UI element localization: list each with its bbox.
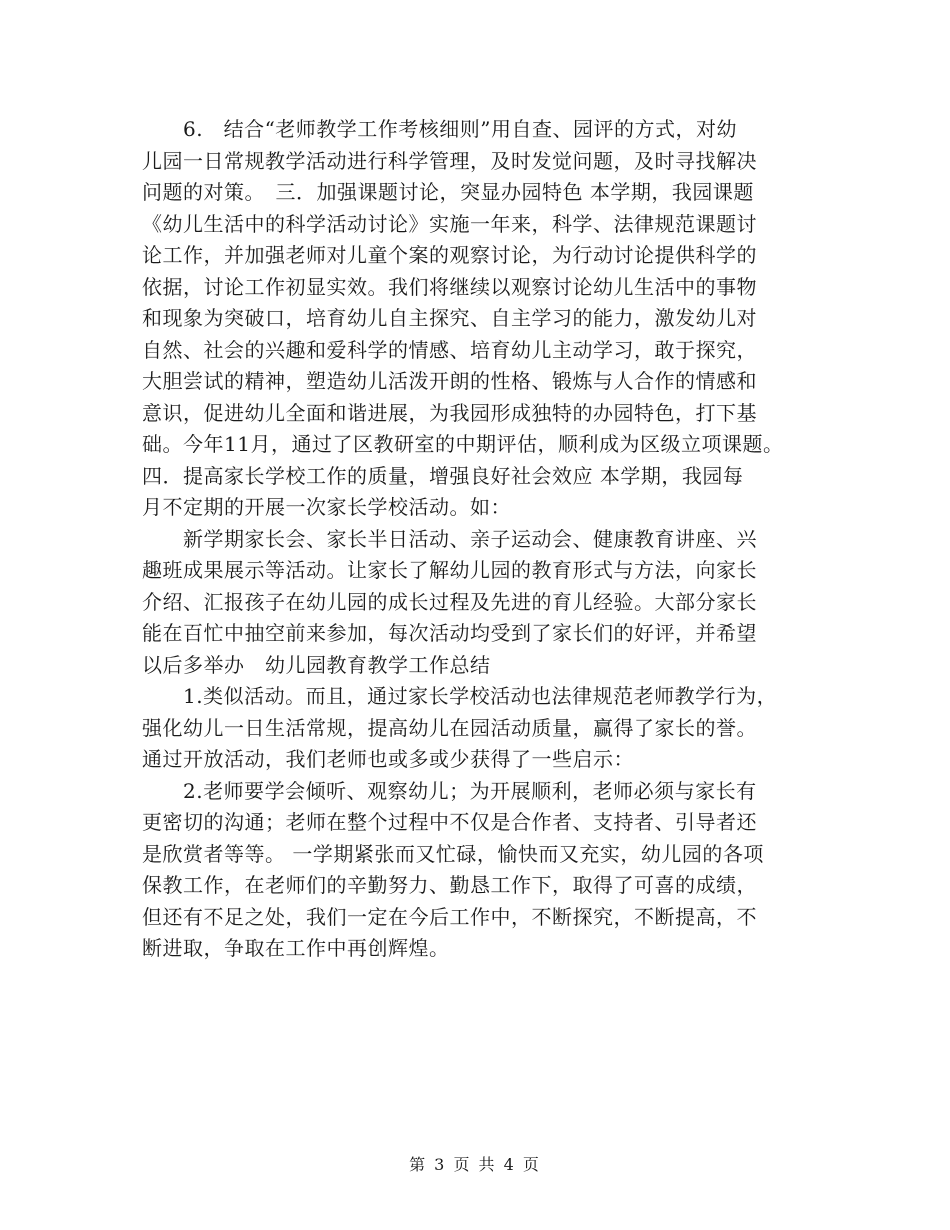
paragraph-line: 儿园一日常规教学活动进行科学管理，及时发觉问题，及时寻找解决 — [142, 149, 757, 173]
paragraph-line: 依据，讨论工作初显实效。我们将继续以观察讨论幼儿生活中的事物 — [142, 275, 757, 299]
paragraph-line: 础。今年11月，通过了区教研室的中期评估，顺利成为区级立项课题。 — [142, 432, 784, 456]
paragraph-line: 是欣赏者等等。 一学期紧张而又忙碌，愉快而又充实，幼儿园的各项 — [142, 842, 764, 866]
paragraph-line: 通过开放活动，我们老师也或多或少获得了一些启示： — [142, 747, 634, 771]
paragraph-line: 四．提高家长学校工作的质量，增强良好社会效应 本学期，我园每 — [142, 464, 744, 488]
page-footer: 第 3 页 共 4 页 — [409, 1155, 541, 1174]
paragraph-line: 新学期家长会、家长半日活动、亲子运动会、健康教育讲座、兴 — [142, 527, 757, 551]
paragraph-line: 能在百忙中抽空前来参加，每次活动均受到了家长们的好评，并希望 — [142, 621, 757, 645]
paragraph-line: 趣班成果展示等活动。让家长了解幼儿园的教育形式与方法，向家长 — [142, 558, 757, 582]
paragraph-line: 1.类似活动。而且，通过家长学校活动也法律规范老师教学行为， — [142, 684, 778, 708]
paragraph-line: 月不定期的开展一次家长学校活动。如： — [142, 495, 511, 519]
paragraph-line: 但还有不足之处，我们一定在今后工作中，不断探究，不断提高，不 — [142, 905, 757, 929]
paragraph-line: 自然、社会的兴趣和爱科学的情感、培育幼儿主动学习，敢于探究， — [142, 338, 757, 362]
paragraph-line: 介绍、汇报孩子在幼儿园的成长过程及先进的育儿经验。大部分家长 — [142, 590, 757, 614]
paragraph-line: 保教工作，在老师们的辛勤努力、勤恳工作下，取得了可喜的成绩， — [142, 873, 757, 897]
paragraph-line: 意识，促进幼儿全面和谐进展，为我园形成独特的办园特色，打下基 — [142, 401, 757, 425]
paragraph-line: 论工作，并加强老师对儿童个案的观察讨论，为行动讨论提供科学的 — [142, 243, 757, 267]
paragraph-line: 强化幼儿一日生活常规，提高幼儿在园活动质量，赢得了家长的誉。 — [142, 716, 757, 740]
paragraph-line: 断进取，争取在工作中再创辉煌。 — [142, 936, 450, 960]
paragraph-line: 和现象为突破口，培育幼儿自主探究、自主学习的能力，激发幼儿对 — [142, 306, 757, 330]
paragraph-line: 6. 结合“老师教学工作考核细则”用自查、园评的方式，对幼 — [142, 117, 738, 141]
paragraph-line: 大胆尝试的精神，塑造幼儿活泼开朗的性格、锻炼与人合作的情感和 — [142, 369, 757, 393]
paragraph-line: 更密切的沟通；老师在整个过程中不仅是合作者、支持者、引导者还 — [142, 810, 757, 834]
paragraph-line: 问题的对策。 三．加强课题讨论，突显办园特色 本学期，我园课题 — [142, 180, 754, 204]
paragraph-line: 2.老师要学会倾听、观察幼儿；为开展顺利，老师必须与家长有 — [142, 779, 757, 803]
paragraph-line: 以后多举办 幼儿园教育教学工作总结 — [142, 653, 491, 677]
paragraph-line: 《幼儿生活中的科学活动讨论》实施一年来，科学、法律规范课题讨 — [142, 212, 757, 236]
